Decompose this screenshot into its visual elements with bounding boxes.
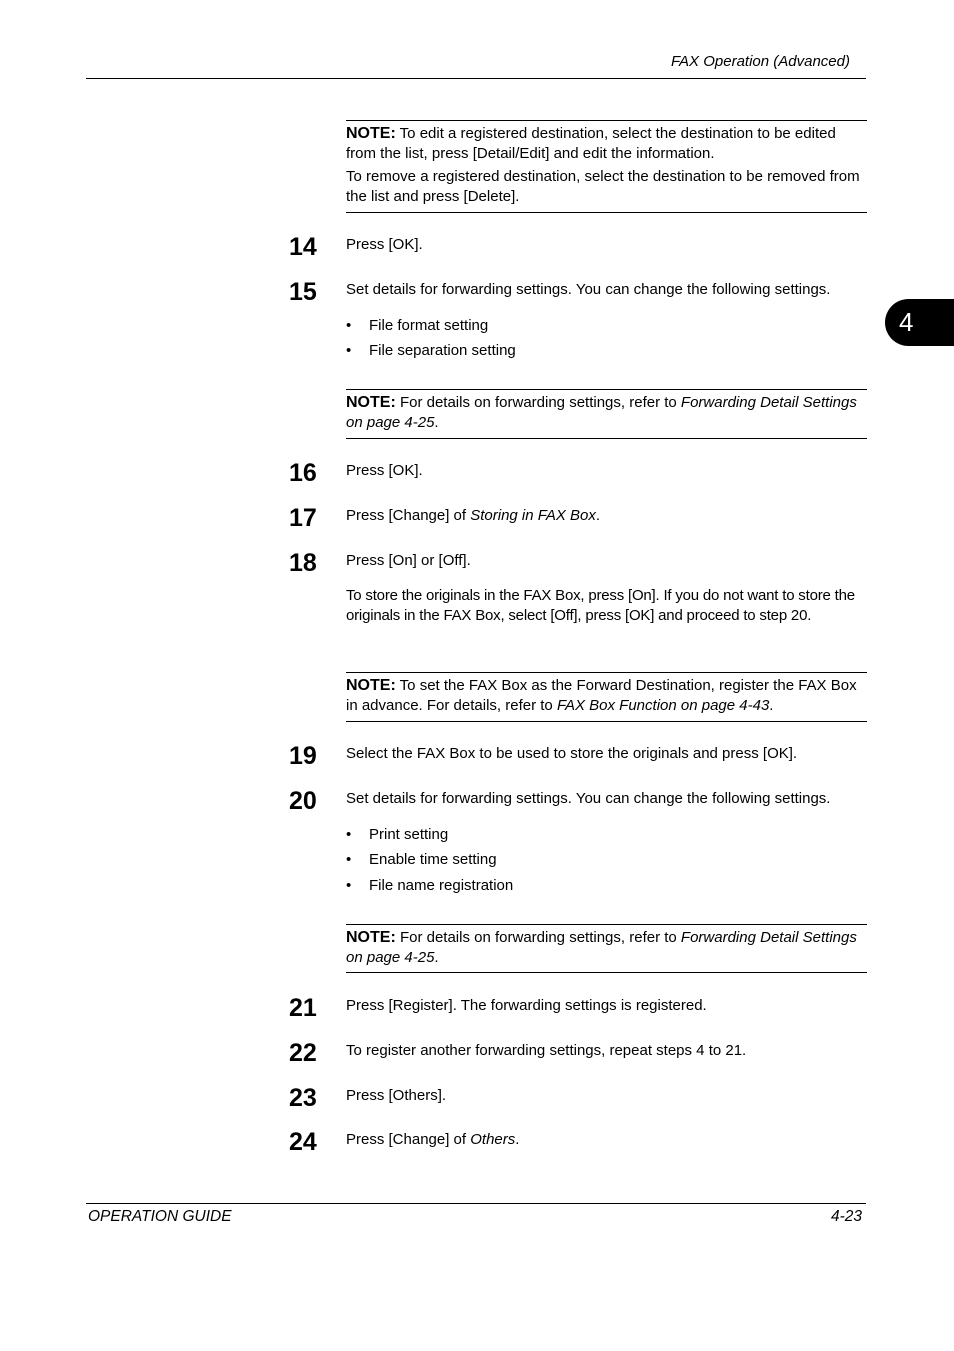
step-text: Set details for forwarding settings. You can change the following settings. <box>346 281 831 298</box>
step-text-part: Press [Change] of <box>346 1131 471 1148</box>
note-paragraph <box>346 928 867 967</box>
bullet-glyph: • <box>346 342 352 359</box>
step-number: 17 <box>289 504 317 532</box>
note-text: To set the FAX Box as the Forward Destination, register the FAX Box in advance. For details, refer to <box>346 677 857 714</box>
note-label: NOTE: <box>346 929 396 946</box>
note-text: For details on forwarding settings, refer to <box>395 929 681 946</box>
step-text-part: . <box>515 1131 520 1148</box>
list-item <box>346 342 516 359</box>
step-text: Select the FAX Box to be used to store the originals and press [OK]. <box>346 745 798 762</box>
step-text <box>346 507 600 524</box>
step-text <box>346 1131 519 1148</box>
list-item <box>346 851 497 868</box>
cross-reference-link[interactable]: Forwarding Detail Settings on page 4-25 <box>346 929 857 966</box>
footer-guide-title: OPERATION GUIDE <box>88 1208 232 1225</box>
list-item <box>346 826 448 843</box>
step-text: Set details for forwarding settings. You can change the following settings. <box>346 790 831 807</box>
note-text: To edit a registered destination, select the destination to be edited from the list, press [Detail/Edit] and edit the information. <box>346 125 836 162</box>
list-item-text: File separation setting <box>369 342 516 359</box>
bullet-glyph: • <box>346 317 352 334</box>
step-number: 24 <box>289 1128 317 1156</box>
footer-divider <box>86 1203 866 1204</box>
note-paragraph <box>346 393 867 432</box>
step-text: Press [OK]. <box>346 236 423 253</box>
step-explanation: To store the originals in the FAX Box, press [On]. If you do not want to store the originals in the FAX Box, select [Off], press [OK] and proceed to step 20. <box>346 587 855 624</box>
note-paragraph <box>346 676 867 715</box>
note-paragraph <box>346 124 867 163</box>
note-label: NOTE: <box>346 677 396 694</box>
ui-setting-name: Others <box>470 1131 516 1148</box>
note-text: For details on forwarding settings, refer to <box>395 394 681 411</box>
step-number: 20 <box>289 787 317 815</box>
list-item-text: Enable time setting <box>369 851 497 868</box>
step-number: 21 <box>289 994 317 1022</box>
step-number: 19 <box>289 742 317 770</box>
bullet-glyph: • <box>346 851 352 868</box>
bullet-glyph: • <box>346 877 352 894</box>
step-text-part: Press [Change] of <box>346 507 471 524</box>
note-label: NOTE: <box>346 394 396 411</box>
cross-reference-link[interactable]: Forwarding Detail Settings on page 4-25 <box>346 394 857 431</box>
step-number: 16 <box>289 459 317 487</box>
step-number: 18 <box>289 549 317 577</box>
list-item-text: File name registration <box>369 877 514 894</box>
step-number: 14 <box>289 233 317 261</box>
list-item <box>346 317 488 334</box>
note-paragraph: To remove a registered destination, select the destination to be removed from the list and press [Delete]. <box>346 168 860 205</box>
page-number: 4-23 <box>831 1208 863 1225</box>
step-text: Press [Others]. <box>346 1087 447 1104</box>
note-box <box>346 120 867 213</box>
step-text: Press [OK]. <box>346 462 423 479</box>
step-number: 22 <box>289 1039 317 1067</box>
step-text-part: . <box>595 507 601 524</box>
list-item-text: File format setting <box>369 317 489 334</box>
note-text: . <box>434 413 439 431</box>
cross-reference-link[interactable]: FAX Box Function on page 4-43 <box>556 696 770 714</box>
note-label: NOTE: <box>346 125 396 142</box>
note-text: . <box>434 948 439 966</box>
header-divider <box>86 78 866 79</box>
note-text: . <box>769 696 774 714</box>
note-box <box>346 672 867 722</box>
note-box <box>346 924 867 973</box>
step-text: Press [Register]. The forwarding settings is registered. <box>346 997 707 1014</box>
step-text: Press [On] or [Off]. <box>346 552 471 569</box>
running-header: FAX Operation (Advanced) <box>671 53 850 70</box>
note-box <box>346 389 867 439</box>
list-item-text: Print setting <box>369 826 449 843</box>
step-number: 15 <box>289 278 317 306</box>
step-text: To register another forwarding settings, repeat steps 4 to 21. <box>346 1042 747 1059</box>
bullet-glyph: • <box>346 826 352 843</box>
step-number: 23 <box>289 1084 317 1112</box>
ui-setting-name: Storing in FAX Box <box>470 507 596 524</box>
list-item <box>346 877 513 894</box>
chapter-tab: 4 <box>885 299 954 346</box>
